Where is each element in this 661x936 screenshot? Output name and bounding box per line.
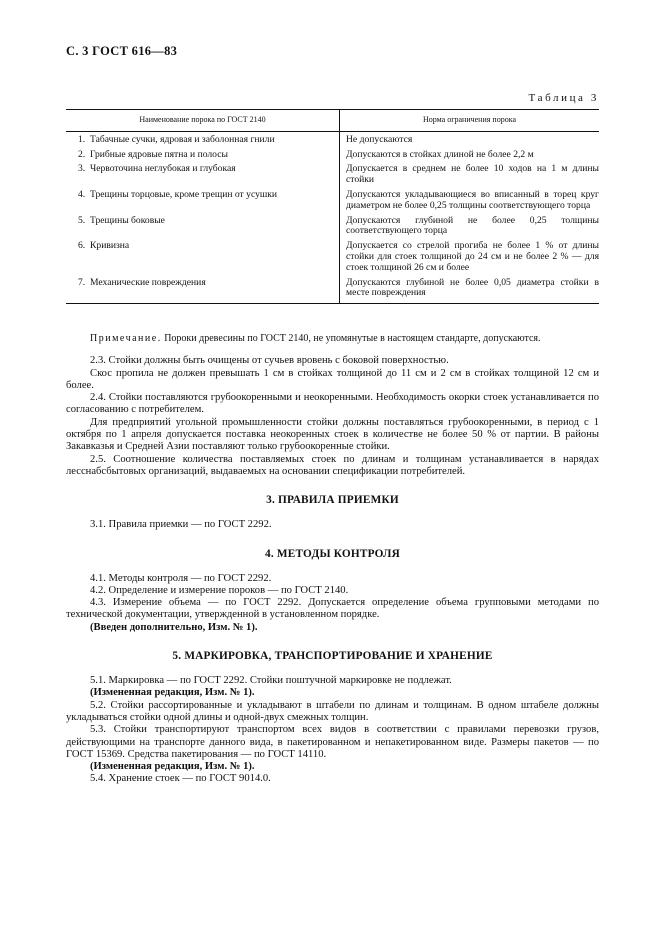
norm-cell: Допускаются в стойках длиной не более 2,2 м [346,148,534,160]
paragraph: 2.3. Стойки должны быть очищены от сучьев вровень с боковой поверхностью. [90,355,449,367]
norm-cell: Допускается в среднем не более 10 ходов на 1 м длины стойки [346,163,599,186]
amendment-note: (Измененная редакция, Изм. № 1). [90,687,255,699]
section-title-acceptance: 3. ПРАВИЛА ПРИЕМКИ [266,494,399,507]
paragraph: 4.1. Методы контроля — по ГОСТ 2292. [90,572,272,584]
row-number: 7. [78,276,86,288]
table-bottom-rule [66,303,599,304]
paragraph: 5.1. Маркировка — по ГОСТ 2292. Стойки поштучной маркировке не подлежат. [90,675,452,687]
row-number: 6. [78,240,86,252]
paragraph: 4.2. Определение и измерение пороков — по ГОСТ 2140. [90,584,349,596]
table-row [66,150,599,165]
paragraph: 3.1. Правила приемки — по ГОСТ 2292. [90,519,272,531]
defect-name: Табачные сучки, ядровая и заболонная гнили [90,133,275,145]
defect-name: Грибные ядровые пятна и полосы [90,148,228,160]
amendment-note: (Введен дополнительно, Изм. № 1). [90,621,258,633]
paragraph: 2.4. Стойки поставляются грубоокоренными и неокоренными. Необходимость окорки стоек устанавливается по согласованию с потребителем. [66,392,599,416]
table-row [66,241,599,277]
defect-name: Механические повреждения [90,276,206,288]
table-caption: Таблица 3 [528,92,599,104]
page-header: С. 3 ГОСТ 616—83 [66,44,178,58]
row-number: 5. [78,214,86,226]
defect-name: Трещины торцовые, кроме трещин от усушки [90,188,278,200]
norm-cell: Допускается со стрелой прогиба не более 1 % от длины стойки для стоек толщиной до 24 см и не более 2 % — для стоек толщиной 26 см и более [346,240,599,273]
defect-cell [66,190,340,216]
paragraph: Для предприятий угольной промышленности стойки должны поставляться грубоокоренными, в период с 1 октября по 1 апреля допускается поставка неокоренных стоек в количестве не более 50 % от партии. В районы Закавказья и Средней Азии поставляют только грубоокоренные стойки. [66,416,599,453]
table-header-row [66,110,599,132]
paragraph: 5.3. Стойки транспортируют транспортом всех видов в соответствии с правилами перевозки грузов, действующими на транспорте данного вида, в пакетированном и непакетированном виде. Размеры пакетов — по ГОСТ 15369. Средства пакетирования — по ГОСТ 14110. [66,724,599,760]
row-number: 1. [78,133,86,145]
defect-cell [66,278,340,304]
table-row [66,278,599,304]
paragraph: 4.3. Измерение объема — по ГОСТ 2292. Допускается определение объема групповыми методами по технической документации, утвержденной в установленном порядке. [66,597,599,621]
table-row [66,190,599,216]
defect-name: Червоточина неглубокая и глубокая [90,163,236,175]
column-header-defect: Наименование порока по ГОСТ 2140 [66,110,340,132]
norm-cell: Допускаются укладывающиеся во вписанный в торец круг диаметром не более 0,25 толщины соответствующего торца [346,188,599,211]
note-text: Пороки древесины по ГОСТ 2140, не упомянутые в настоящем стандарте, допускаются. [164,333,541,344]
defect-name: Трещины боковые [90,214,165,226]
row-number: 4. [78,188,86,200]
norm-cell: Допускаются глубиной не более 0,25 толщины соответствующего торца [346,214,599,237]
defect-cell [66,131,340,149]
row-number: 2. [78,148,86,160]
defect-cell [66,150,340,165]
defect-name: Кривизна [90,240,130,252]
paragraph: 5.4. Хранение стоек — по ГОСТ 9014.0. [90,773,271,785]
document-body [66,333,599,786]
defect-cell [66,216,340,242]
norm-cell: Не допускаются [346,133,413,145]
table-row [66,216,599,242]
defect-cell [66,241,340,277]
paragraph: Скос пропила не должен превышать 1 см в стойках толщиной до 11 см и 2 см в стойках толщиной 12 см и более. [66,367,599,391]
defect-cell [66,164,340,190]
row-number: 3. [78,163,86,175]
note-label: Примечание. [90,333,162,344]
column-header-norm: Норма ограничения порока [340,110,600,132]
amendment-note: (Измененная редакция, Изм. № 1). [90,761,255,773]
section-title-marking: 5. МАРКИРОВКА, ТРАНСПОРТИРОВАНИЕ И ХРАНЕНИЕ [172,650,493,663]
table-note [66,333,599,345]
paragraph: 5.2. Стойки рассортированные и укладывают в штабели по длинам и толщинам. В одном штабеле должны укладываться стойки одной длины и одной-двух смежных толщин. [66,699,599,723]
table-row [66,164,599,190]
section-title-control-methods: 4. МЕТОДЫ КОНТРОЛЯ [264,547,401,560]
defects-table [66,109,599,304]
paragraph: 2.5. Соотношение количества поставляемых стоек по длинам и толщинам устанавливается в нарядах лесснабсбытовых организаций, выдаваемых на основании спецификации потребителей. [66,453,599,477]
norm-cell: Допускаются глубиной не более 0,05 диаметра стойки в месте повреждения [346,276,599,299]
table-row [66,131,599,149]
